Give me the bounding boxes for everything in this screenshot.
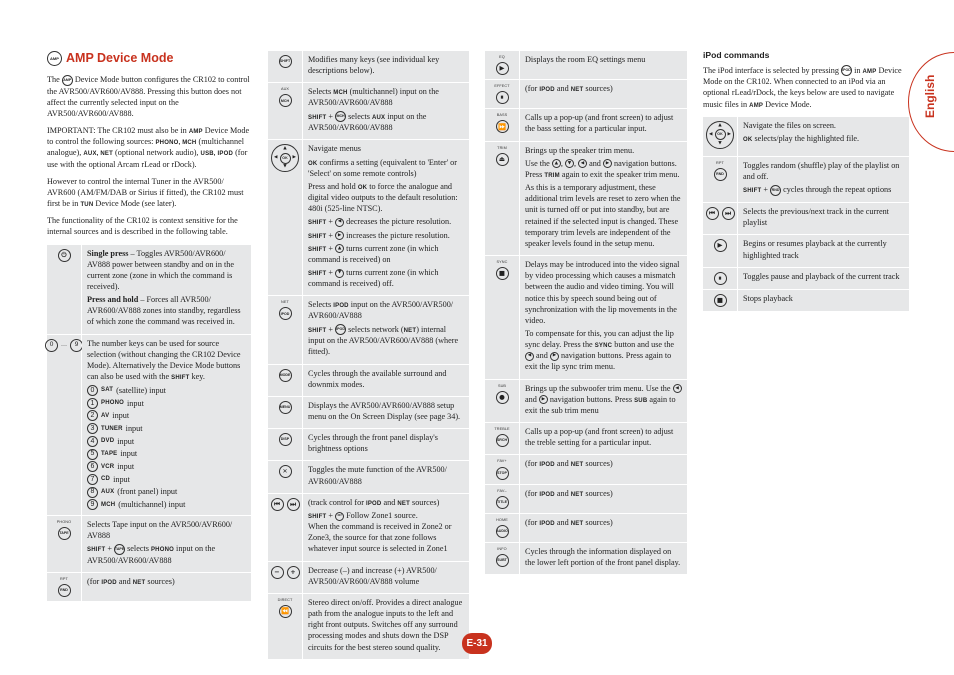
number-key-icon: 4 xyxy=(87,436,98,447)
table-row: ▲ ▼ ◀ ▶ OK Navigate the files on screen. OK selects/play the highlighted file. xyxy=(703,116,909,156)
left-arrow-icon: ◀ xyxy=(335,218,344,227)
table-row: EFFECT ⏸ (for IPOD and NET sources) xyxy=(485,79,687,108)
next-track-icon: ⏭ xyxy=(287,498,300,511)
table-row: RPT RND (for IPOD and NET sources) xyxy=(47,572,251,601)
column-amp-mode xyxy=(47,50,251,601)
table-row: ⏸ Toggles pause and playback of the current track xyxy=(703,267,909,289)
list-item xyxy=(87,460,246,473)
table-row: AUX MCH Selects MCH (multichannel) input on the AVR500/AVR600/AV888 SHIFT + MCH selects AUX input on the AVR500/AVR600/AV888 xyxy=(268,82,469,139)
language-tab xyxy=(908,52,954,152)
number-key-icon: 9 xyxy=(87,499,98,510)
random-button-icon: RND xyxy=(58,584,71,597)
shift-button-icon: SHIFT xyxy=(279,55,292,68)
table-row: ▶ Begins or resumes playback at the currently highlighted track xyxy=(703,234,909,266)
source-code: PHONO xyxy=(101,400,125,407)
source-description: (satellite) input xyxy=(116,385,166,395)
menu-button-icon: MENU xyxy=(279,401,292,414)
table-row: ■ Stops playback xyxy=(703,289,909,311)
table-row: ⏮ ⏭ (track control for IPOD and NET sources) SHIFT + ⏭ Follow Zone1 source. When the command is received in Zone2 or Zone3, the source for that zone follows whatever input source is selected in Zone1 xyxy=(268,493,469,561)
table-row: ⏻ Single press – Toggles AVR500/AVR600/ AV888 power between standby and on in the current zone (zone in which the command is received). Press and hold – Forces all AVR500/ AVR600/AV888 zones into standby, regardless of which zone the command was received in. xyxy=(47,244,251,334)
source-code: AV xyxy=(101,412,110,419)
table-row: BASS ⏩ Calls up a pop-up (and front screen) to adjust the bass setting for a particular input. xyxy=(485,108,687,140)
table-row: TREBLE SRCH Calls up a pop-up (and front screen) to adjust the treble setting for a particular input. xyxy=(485,422,687,454)
source-description: input xyxy=(120,449,138,459)
next-track-inline-icon: ⏭ xyxy=(335,512,344,521)
table-row: HOME AUDIO (for IPOD and NET sources) xyxy=(485,513,687,542)
title-button-icon: TITLE xyxy=(496,496,509,509)
table-row: PHONO TAPE Selects Tape input on the AVR500/AVR600/ AV888 SHIFT + TAPE selects PHONO input on the AVR500/AVR600/AV888 xyxy=(47,515,251,572)
display-button-icon: DISP xyxy=(279,433,292,446)
table-row: DISP Cycles through the front panel display's brightness options xyxy=(268,428,469,460)
number-key-icon: 0 xyxy=(87,385,98,396)
source-description: input xyxy=(127,398,144,408)
table-row: ✕ Toggles the mute function of the AVR500/ AVR600/AV888 xyxy=(268,460,469,492)
source-description: input xyxy=(117,462,135,472)
table-row: SYNC ■ Delays may be introduced into the video signal by video processing which causes a mismatch between the audio and video timing. You will notice this by speech sound being out of synchronization with the lip movements in the video. To compensate for this, you can adjust the lip sync delay. Press the SYNC button and use the ◀ and ▶ navigation buttons. Press again to exit the lip sync trim menu. xyxy=(485,255,687,379)
section-title xyxy=(47,50,251,67)
table-row: MODE Cycles through the available surround and downmix modes. xyxy=(268,364,469,396)
power-icon: ⏻ xyxy=(58,249,71,262)
source-description: input xyxy=(117,436,135,446)
tape-inline-icon: TAPE xyxy=(114,544,125,555)
source-description: (multichannel) input xyxy=(118,500,186,510)
table-row: EQ ▶ Displays the room EQ settings menu xyxy=(485,50,687,79)
search-button-icon: SRCH xyxy=(496,434,509,447)
play-icon: ▶ xyxy=(714,239,727,252)
intro-paragraph-1: The AMP Device Mode button configures the CR102 to control the AVR500/AVR600/AV888. Pressing this button does not affect the currently selected input on the AVR500/AVR600/AV888. xyxy=(47,75,250,118)
play-icon: ▶ xyxy=(496,62,509,75)
ipod-heading: iPod commands xyxy=(703,50,770,60)
random-inline-icon: RND xyxy=(770,185,781,196)
column-keys-3 xyxy=(485,50,687,574)
intro-paragraph-2: IMPORTANT: The CR102 must also be in AMP Device Mode to control the following sources: PHONO, MCH (multichannel analogue), AUX, NET (optional network audio), USB, IPOD (for use with the optional Arcam rLead or rDock). xyxy=(47,126,250,169)
stop-button-icon: STOP xyxy=(496,467,509,480)
table-row: TRIM ⏏ Brings up the speaker trim menu. Use the ▲ , ▼ , ◀ and ▶ navigation buttons. Press TRIM again to exit the speaker trim menu. As this is a temporary adjustment, these additional trim levels are reset to zero when the unit is turned off or put into standby, but are retained if the selected input is changed. These temporary trim levels are independent of the speaker levels found in the setup menu. xyxy=(485,141,687,255)
source-code: TUNER xyxy=(101,425,123,432)
ipod-intro: The iPod interface is selected by pressing IPOD in AMP Device Mode on the CR102. When connected to an iPod via an optional rLead/rDock, the keys below are used to navigate music files in AMP Device Mode. xyxy=(703,65,902,109)
previous-track-icon: ⏮ xyxy=(271,498,284,511)
ipod-key-table xyxy=(703,116,909,311)
amp-button-icon: AMP xyxy=(47,51,62,66)
list-item xyxy=(87,473,246,486)
tape-button-icon: TAPE xyxy=(58,527,71,540)
list-item xyxy=(87,435,246,448)
previous-track-icon: ⏮ xyxy=(706,207,719,220)
source-code: AUX xyxy=(101,488,115,495)
number-key-icon: 2 xyxy=(87,410,98,421)
table-row: SHIFT Modifies many keys (see individual key descriptions below). xyxy=(268,50,469,82)
list-item xyxy=(87,422,246,435)
source-code: DVD xyxy=(101,438,115,445)
navigation-pad-icon: ▲ ▼ ◀ ▶ OK xyxy=(706,121,734,149)
number-9-icon: 9 xyxy=(70,339,83,352)
list-item xyxy=(87,384,246,397)
table-row: FAV+ STOP (for IPOD and NET sources) xyxy=(485,454,687,483)
audio-button-icon: AUDIO xyxy=(496,525,509,538)
column-keys-2 xyxy=(268,50,469,659)
page-number: E-31 xyxy=(462,633,492,654)
stop-icon: ■ xyxy=(496,267,509,280)
section-title-text: AMP Device Mode xyxy=(66,51,174,65)
source-code: CD xyxy=(101,476,111,483)
volume-down-icon: − xyxy=(271,566,284,579)
table-row: ▲ ▼ ◀ ▶ OK Navigate menus OK confirms a setting (equivalent to 'Enter' or 'Select' on some remote controls) Press and hold OK to force the analogue and digital video outputs to the default resolution: 480i (525-line NTSC). SHIFT + ◀ decreases the picture resolution. SHIFT + ▶ increases the picture resolution. SHIFT + ▲ turns current zone (in which command is received) on SHIFT + ▼ turns current zone (in which command is received) off. xyxy=(268,139,469,295)
mch-inline-icon: MCH xyxy=(335,111,346,122)
table-row: ⏮ ⏭ Selects the previous/next track in the current playlist xyxy=(703,202,909,234)
source-code: SAT xyxy=(101,387,114,394)
number-key-icon: 8 xyxy=(87,487,98,498)
source-description: input xyxy=(125,424,143,434)
mute-icon: ✕ xyxy=(279,465,292,478)
table-row: 0 … 9 The number keys can be used for source selection (without changing the CR102 Device Mode). Alternatively the Device Mode buttons can also be used with the SHIFT key. 0 SAT (satellite) input 1 PHONO input 2 AV input 3 TUNER input 4 DVD input 5 TAPE input 6 VCR input 7 CD input 8 AUX (front panel) input 9 MCH (multichannel) input xyxy=(47,334,251,516)
stop-icon: ■ xyxy=(714,294,727,307)
number-key-list xyxy=(87,384,246,511)
eject-icon: ⏏ xyxy=(496,153,509,166)
mode-button-icon: MODE xyxy=(279,369,292,382)
right-arrow-icon: ▶ xyxy=(335,231,344,240)
number-key-icon: 7 xyxy=(87,474,98,485)
key-table-1 xyxy=(47,244,251,602)
pause-icon: ⏸ xyxy=(714,272,727,285)
list-item xyxy=(87,410,246,423)
source-code: TAPE xyxy=(101,450,118,457)
ipod-inline-icon: IPOD xyxy=(335,324,346,335)
table-row: MENU Displays the AVR500/AVR600/AV888 setup menu on the On Screen Display (see page 34). xyxy=(268,396,469,428)
ipod-button-icon: IPOD xyxy=(279,307,292,320)
record-icon: ● xyxy=(496,391,509,404)
rewind-icon: ⏪ xyxy=(279,605,292,618)
source-description: (front panel) input xyxy=(117,487,178,497)
ipod-inline-icon: IPOD xyxy=(841,65,852,76)
table-row: RPT RND Toggles random (shuffle) play of the playlist on and off. SHIFT + RND cycles through the repeat options xyxy=(703,156,909,202)
table-row: SUB ● Brings up the subwoofer trim menu. Use the ◀ and ▶ navigation buttons. Press SUB again to exit the sub trim menu xyxy=(485,379,687,422)
table-row: NET IPOD Selects IPOD input on the AVR500/AVR500/ AVR600/AV888 SHIFT + IPOD selects network (NET) internal input on the AVR500/AVR600/AV888 (where fitted). xyxy=(268,295,469,363)
number-key-icon: 1 xyxy=(87,398,98,409)
list-item xyxy=(87,486,246,499)
down-arrow-icon: ▼ xyxy=(335,269,344,278)
list-item xyxy=(87,397,246,410)
table-row: INFO SUBT Cycles through the information displayed on the lower left portion of the front panel display. xyxy=(485,542,687,574)
fast-forward-icon: ⏩ xyxy=(496,120,509,133)
intro-paragraph-3: However to control the internal Tuner in the AVR500/ AVR600 (AM/FM/DAB or Sirius if fitted), the CR102 must first be in TUN Device Mode (see later). xyxy=(47,176,244,209)
mch-button-icon: MCH xyxy=(279,94,292,107)
navigation-pad-icon: ▲ ▼ ◀ ▶ OK xyxy=(271,144,299,172)
random-button-icon: RND xyxy=(714,168,727,181)
next-track-icon: ⏭ xyxy=(722,207,735,220)
key-table-3 xyxy=(485,50,687,574)
range-dots: … xyxy=(61,342,67,349)
table-row: DIRECT ⏪ Stereo direct on/off. Provides a direct analogue path from the analogue inputs to the left and right front outputs. Switches off any surround processing modes and shuts down the DSP circuits for the best stereo sound quality. xyxy=(268,593,469,659)
key-table-2 xyxy=(268,50,469,659)
volume-up-icon: + xyxy=(287,566,300,579)
number-key-icon: 3 xyxy=(87,423,98,434)
list-item xyxy=(87,498,246,511)
amp-inline-icon: AMP xyxy=(62,75,73,86)
number-key-icon: 6 xyxy=(87,461,98,472)
source-code: MCH xyxy=(101,501,116,508)
subtitle-button-icon: SUBT xyxy=(496,554,509,567)
up-arrow-icon: ▲ xyxy=(335,244,344,253)
table-row: − + Decrease (–) and increase (+) AVR500/ AVR500/AVR600/AV888 volume xyxy=(268,561,469,593)
source-code: VCR xyxy=(101,463,115,470)
source-description: input xyxy=(113,474,130,484)
source-description: input xyxy=(112,411,130,421)
number-key-icon: 5 xyxy=(87,449,98,460)
table-row: FAV– TITLE (for IPOD and NET sources) xyxy=(485,484,687,513)
number-0-icon: 0 xyxy=(45,339,58,352)
language-tab-label: English xyxy=(923,74,937,118)
pause-icon: ⏸ xyxy=(496,91,509,104)
intro-paragraph-4: The functionality of the CR102 is context sensitive for the internal sources and is described in the following table. xyxy=(47,216,238,237)
column-ipod xyxy=(703,50,909,311)
list-item xyxy=(87,448,246,461)
